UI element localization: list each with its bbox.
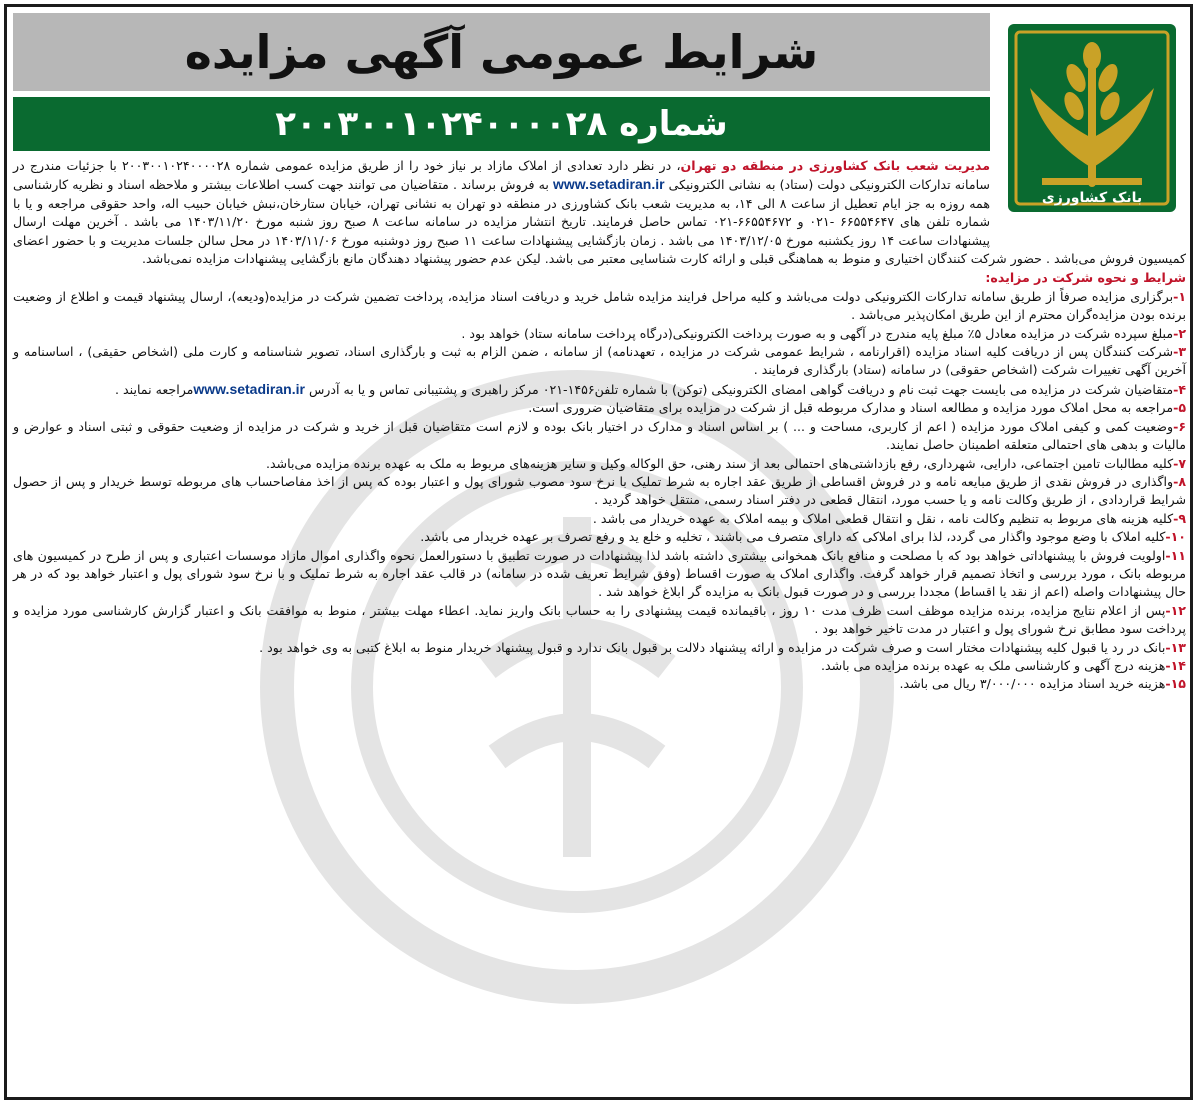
condition-text: متقاضیان شرکت در مزایده می بایست جهت ثبت نام و دریافت گواهی امضای الکترونیکی (توکن) با شماره تلفن۱۴۵۶-۰۲۱ مرکز راهبری و پشتیبانی تماس و یا به آدرس [308,381,1174,397]
condition-item [13,343,1186,380]
condition-number: ۴- [1173,381,1186,397]
condition-text: شرکت کنندگان پس از دریافت کلیه اسناد مزایده (اقرارنامه ، شرایط عمومی شرکت در مزایده ، تعهدنامه) از سامانه ، ضمن الزام به ثبت و بارگذاری اسناد، تصویر شناسنامه و کارت ملی (اشخاص حقیقی) ، اساسنامه و آخرین آگهی تغییرات شرکت (اشخاص حقوقی) در سامانه (ستاد) بارگذاری فرمایند . [13,344,1186,378]
condition-item [13,547,1186,602]
condition-number: ۷- [1173,455,1186,471]
condition-text: هزینه خرید اسناد مزایده ۳/۰۰۰/۰۰۰ ریال می باشد. [899,676,1166,692]
condition-item [13,455,1186,473]
condition-item [13,528,1186,546]
setadiran-link[interactable]: www.setadiran.ir [193,380,305,397]
logo-text: بانک کشاورزی [1041,190,1142,206]
condition-item [13,657,1186,675]
condition-text: کلیه هزینه های مربوط به تنظیم وکالت نامه ، نقل و انتقال قطعی املاک و بیمه املاک به عهده خریدار می باشد . [592,510,1174,526]
auction-number: شماره ۲۰۰۳۰۰۱۰۲۴۰۰۰۰۲۸ [275,104,728,144]
condition-text: برگزاری مزایده صرفاً از طریق سامانه تدارکات الکترونیکی دولت می‌باشد و کلیه مراحل فرایند مزایده شامل خرید و دریافت اسناد مزایده، پرداخت تضمین شرکت در مزایده(ودیعه)، ارسال پیشنهاد قیمت و اطلاع از وضعیت برنده بودن مزایده‌گران محترم از این طریق امکان‌پذیر می‌باشد . [13,288,1186,323]
condition-item [13,510,1186,528]
conditions-list [13,288,1186,694]
intro-text-1: ، در نظر دارد تعدادی از املاک مازاد بر نیاز خود را از طریق مزایده عمومی شماره ۲۰۰۳۰۰۱۰۲۴۰۰۰۰۲۸ با جزئیات مندرج در سامانه تدارکات الکترونیکی دولت (ستاد) به نشانی الکترونیکی [13,158,990,193]
condition-number: ۱۵- [1165,676,1186,692]
condition-number: ۵- [1173,400,1186,416]
condition-number: ۱- [1173,288,1186,304]
condition-text: بانک در رد یا قبول کلیه پیشنهادات مختار است و صرف شرکت در مزایده و ارائه پیشنهاد دلالت بر قبول بانک ندارد و قبول پیشنهاد خریدار منوط به ابلاغ کتبی به وی خواهد بود . [259,639,1166,655]
condition-item [13,288,1186,325]
condition-number: ۹- [1173,510,1186,526]
condition-item [13,418,1186,455]
logo-spacer [990,151,1186,249]
condition-item [13,399,1186,417]
condition-number: ۸- [1173,473,1186,489]
condition-item [13,639,1186,657]
condition-text: هزینه درج آگهی و کارشناسی ملک به عهده برنده مزایده می باشد. [821,657,1166,673]
condition-text: پس از اعلام نتایج مزایده، برنده مزایده موظف است ظرف مدت ۱۰ روز ، باقیمانده قیمت پیشنهادی را به حساب بانک واریز نماید. اعطاء مهلت بیشتر ، منوط به موافقت بانک و اعتبار گزارش کارشناسی مورد مزایده و پرداخت سود مطابق نرخ شورای پول و اعتبار در مدت تاخیر خواهد بود . [13,602,1186,637]
condition-item [13,325,1186,343]
auction-notice [4,4,1193,1100]
conditions-heading: شرایط و نحوه شرکت در مزایده: [985,270,1186,286]
condition-number: ۱۱- [1165,547,1186,563]
condition-item [13,380,1186,399]
condition-text: کلیه مطالبات تامین اجتماعی، دارایی، شهرداری، رفع بازداشتی‌های احتمالی بعد از سند رهنی، حق الوکاله وکیل و سایر هزینه‌های مربوط به ملک به عهده برنده مزایده می‌باشد. [265,455,1174,471]
condition-text: واگذاری در فروش نقدی از طریق مبایعه نامه و در فروش اقساطی از طریق عقد اجاره به شرط تملیک با نرخ سود مصوب شورای پول و اعتبار بوده که پس از اخذ مفاصاحساب های مربوطه توسط خریدار و پس از حصول شرایط قراردادی ، از طریق وکالت نامه و یا حسب مورد، انتقال قطعی در دفتر اسناد رسمی، منتقل خواهد گردید . [13,473,1186,508]
condition-text: اولویت فروش با پیشنهاداتی خواهد بود که با مصلحت و منافع بانک همخوانی بیشتری داشته باشد لذا پیشنهادات در صورت تطبیق با دستورالعمل نحوه واگذاری اموال مازاد موسسات اعتباری و پس از طرح در کمیسیون های مربوطه بانک ، مورد بررسی و اتخاذ تصمیم قرار خواهد گرفت. واگذاری املاک به صورت اقساط (وفق شرایط تعریف شده در سامانه) در قالب عقد اجاره به شرط تملیک و با نرخ سود شورای پول و اعتبار خواهد بود که در هر حال پیشنهادات واصله (اعم از نقد یا اقساط) مجددا بررسی و در صورت قبول بانک به مزایده گر ابلاغ خواهد شد . [13,547,1186,600]
condition-text: وضعیت کمی و کیفی املاک مورد مزایده ( اعم از کاربری، مساحت و ... ) بر اساس اسناد و مدارک در اختیار بانک بوده و لازم است متقاضیان قبل از خرید و شرکت در مزایده از وضعیت حقوقی و ثبتی اسناد و عوارض و مالیات و بدهی های احتمالی متعلقه اطمینان حاصل نمایند. [13,418,1186,453]
condition-text: کلیه املاک با وضع موجود واگذار می گردد، لذا برای املاکی که دارای متصرف می باشند ، تخلیه و خلع ید و رفع تصرف بر عهده خریدار می باشد. [420,529,1166,545]
condition-item [13,675,1186,693]
condition-number: ۱۳- [1165,639,1186,655]
notice-body [13,157,1186,1093]
condition-number: ۶- [1173,418,1186,434]
setadiran-link[interactable]: www.setadiran.ir [553,176,665,193]
condition-item [13,473,1186,510]
bank-branch-name: مدیریت شعب بانک کشاورزی در منطقه دو تهران [680,158,990,173]
condition-number: ۱۲- [1165,602,1186,618]
condition-text: مبلغ سپرده شرکت در مزایده معادل ۵٪ مبلغ پایه مندرج در آگهی و به صورت پرداخت الکترونیکی(درگاه پرداخت سامانه ستاد) خواهد بود . [461,325,1174,341]
auction-number-banner [13,97,990,151]
title-banner [13,13,990,91]
condition-text: مراجعه به محل املاک مورد مزایده و مطالعه اسناد و مدارک مربوطه قبل از شرکت در مزایده برای متقاضیان ضروری است. [528,400,1174,416]
condition-number: ۲- [1173,325,1186,341]
condition-item [13,602,1186,639]
intro-text-2: به فروش برساند . متقاضیان می توانند جهت کسب اطلاعات بیشتر و ملاحظه اسناد و نظریه کارشناسی همه روزه به جز ایام تعطیل از ساعت ۸ الی ۱۴، به مدیریت شعب بانک کشاورزی در منطقه دو تهران به نشانی تهران، خیابان ستارخان،نبش خیابان حبیب اله، واحد حقوقی مراجعه و یا با شماره تلفن های ۶۶۵۵۴۶۴۷ -۰۲۱ و ۶۶۵۵۴۶۷۲-۰۲۱ تماس حاصل فرمایند. تاریخ انتشار مزایده در سامانه ساعت ۸ صبح روز شنبه مورخ ۱۴۰۳/۱۱/۲۰ می باشد . آخرین مهلت ارسال پیشنهادات ساعت ۱۴ روز یکشنبه مورخ ۱۴۰۳/۱۲/۰۵ می باشد . زمان بازگشایی پیشنهادات ساعت ۱۱ صبح روز دوشنبه مورخ ۱۴۰۳/۱۱/۰۶ در محل سالن جلسات مدیریت و با حضور اعضای کمیسیون فروش می‌باشد . حضور شرکت کنندگان اختیاری و منوط به هماهنگی قبلی و ارائه کارت شناسایی معتبر می باشد. لیکن عدم حضور پیشنهاد دهندگان مانع بازگشایی پیشنهادات مزایده نمی‌باشد. [13,177,1186,267]
condition-number: ۱۰- [1165,529,1186,545]
condition-text: مراجعه نمایند . [115,381,194,397]
page-title: شرایط عمومی آگهی مزایده [184,25,819,79]
condition-number: ۳- [1173,344,1186,360]
condition-number: ۱۴- [1165,657,1186,673]
